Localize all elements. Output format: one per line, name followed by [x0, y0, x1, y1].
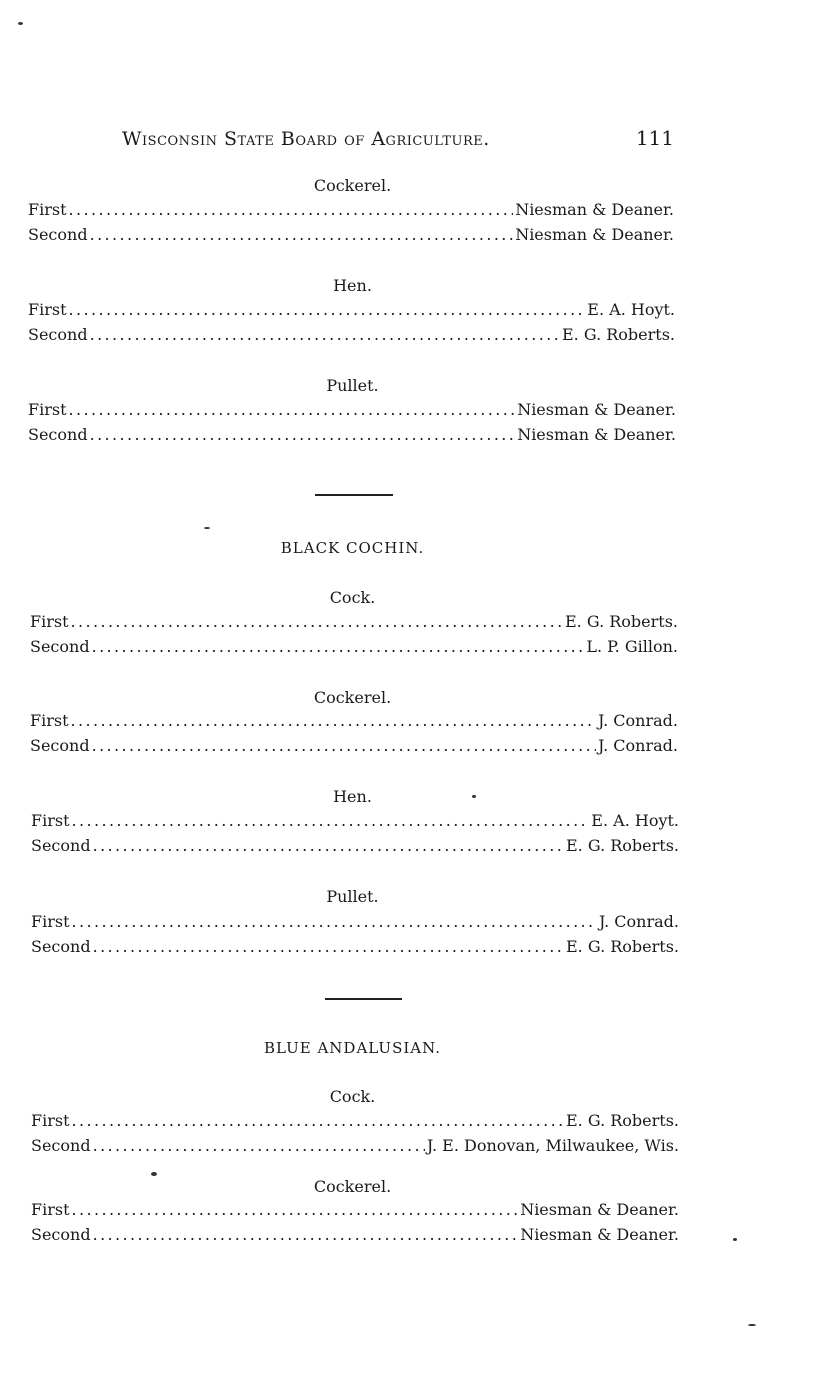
dot-leader [72, 912, 597, 931]
award-entry [31, 937, 679, 959]
winner-name: J. Conrad. [598, 912, 679, 931]
winner-name: E. G. Roberts. [562, 325, 675, 344]
winner-name: Niesman & Deaner. [520, 1200, 679, 1219]
section-title-black-cochin: BLACK COCHIN. [280, 539, 425, 557]
winner-name: E. G. Roberts. [566, 836, 679, 855]
award-entry [31, 811, 679, 833]
place-label: Second [30, 637, 90, 656]
scan-speck [204, 527, 210, 529]
dot-leader [92, 736, 596, 755]
dot-leader [93, 836, 564, 855]
scan-speck [18, 22, 23, 25]
dot-leader [93, 1225, 519, 1244]
winner-name: Niesman & Deaner. [517, 400, 676, 419]
place-label: Second [30, 736, 90, 755]
subheading-pullet: Pullet. [326, 376, 379, 395]
place-label: Second [28, 325, 88, 344]
place-label: First [31, 912, 70, 931]
award-entry [28, 325, 675, 347]
section-title-blue-andalusian: BLUE ANDALUSIAN. [263, 1039, 442, 1057]
place-label: First [28, 300, 67, 319]
page-number: 111 [635, 126, 674, 150]
dot-leader [90, 325, 560, 344]
award-entry [28, 300, 675, 322]
award-entry [31, 912, 679, 934]
award-entry [31, 1111, 679, 1133]
place-label: Second [31, 937, 91, 956]
scan-speck [733, 1238, 737, 1241]
scan-speck [748, 1324, 756, 1326]
running-header [122, 126, 674, 156]
award-entry [31, 1136, 679, 1158]
dot-leader [90, 225, 514, 244]
winner-name: Niesman & Deaner. [515, 200, 674, 219]
place-label: First [30, 612, 69, 631]
place-label: First [31, 811, 70, 830]
winner-name: J. Conrad. [597, 736, 678, 755]
dot-leader [69, 400, 516, 419]
place-label: First [30, 711, 69, 730]
place-label: Second [28, 425, 88, 444]
award-entry [31, 836, 679, 858]
section-divider [325, 998, 402, 1000]
award-entry [31, 1225, 679, 1247]
dot-leader [72, 1111, 564, 1130]
subheading-cockerel: Cockerel. [313, 1177, 392, 1196]
winner-name: J. Conrad. [597, 711, 678, 730]
winner-name: E. G. Roberts. [566, 1111, 679, 1130]
section-divider [315, 494, 393, 496]
dot-leader [92, 637, 585, 656]
dot-leader [71, 612, 563, 631]
dot-leader [69, 300, 586, 319]
subheading-hen: Hen. [333, 787, 372, 806]
winner-name: Niesman & Deaner. [515, 225, 674, 244]
place-label: Second [31, 836, 91, 855]
award-entry [30, 711, 678, 733]
winner-name: J. E. Donovan, Milwaukee, Wis. [426, 1136, 679, 1155]
dot-leader [93, 937, 564, 956]
subheading-pullet: Pullet. [326, 887, 379, 906]
place-label: First [28, 400, 67, 419]
scan-speck [151, 1172, 157, 1176]
dot-leader [71, 711, 596, 730]
subheading-cock: Cock. [329, 1087, 376, 1106]
winner-name: Niesman & Deaner. [517, 425, 676, 444]
page-header-title: Wisconsin State Board of Agriculture. [122, 128, 490, 150]
winner-name: E. G. Roberts. [566, 937, 679, 956]
award-entry [30, 637, 678, 659]
winner-name: L. P. Gillon. [586, 637, 678, 656]
place-label: Second [28, 225, 88, 244]
award-entry [31, 1200, 679, 1222]
place-label: Second [31, 1136, 91, 1155]
subheading-cockerel: Cockerel. [313, 176, 392, 195]
award-entry [28, 200, 674, 222]
place-label: First [28, 200, 67, 219]
winner-name: E. A. Hoyt. [591, 811, 679, 830]
subheading-cock: Cock. [329, 588, 376, 607]
award-entry [30, 736, 678, 758]
winner-name: E. A. Hoyt. [587, 300, 675, 319]
place-label: Second [31, 1225, 91, 1244]
award-entry [28, 400, 676, 422]
subheading-cockerel: Cockerel. [313, 688, 392, 707]
winner-name: Niesman & Deaner. [520, 1225, 679, 1244]
scan-speck [472, 795, 476, 798]
place-label: First [31, 1111, 70, 1130]
winner-name: E. G. Roberts. [565, 612, 678, 631]
place-label: First [31, 1200, 70, 1219]
dot-leader [69, 200, 514, 219]
dot-leader [72, 1200, 519, 1219]
dot-leader [72, 811, 590, 830]
award-entry [28, 225, 674, 247]
dot-leader [93, 1136, 425, 1155]
award-entry [28, 425, 676, 447]
dot-leader [90, 425, 516, 444]
subheading-hen: Hen. [333, 276, 372, 295]
award-entry [30, 612, 678, 634]
